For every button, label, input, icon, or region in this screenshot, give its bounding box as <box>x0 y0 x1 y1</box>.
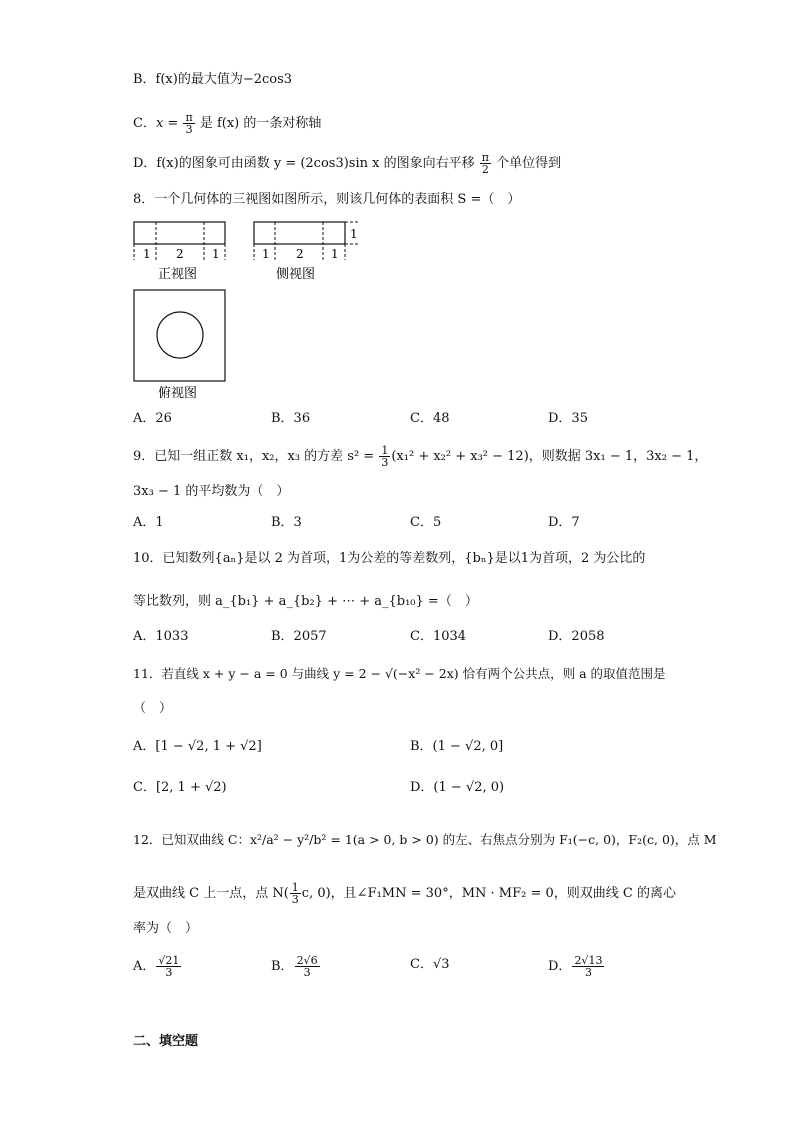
q12-option-a[interactable] <box>133 955 182 978</box>
q10-stem-line2: 等比数列，则 a_{b₁} + a_{b₂} + ⋯ + a_{b₁₀} =（ ） <box>133 594 478 609</box>
frac-numerator: 1 <box>381 444 389 457</box>
q11-option-a[interactable]: A．[1 − √2, 1 + √2] <box>133 739 262 754</box>
frac-numerator: √21 <box>158 954 180 967</box>
frac-numerator: π <box>481 151 489 164</box>
side-dim-2: 2 <box>296 247 304 261</box>
frac-denominator: 3 <box>291 893 299 906</box>
q9-option-a[interactable]: A．1 <box>133 515 164 530</box>
option-label: B． <box>271 959 294 974</box>
q12-fraction <box>290 882 301 905</box>
top-view-square <box>134 290 225 381</box>
q7-option-c <box>133 112 321 135</box>
q11-option-d[interactable]: D．(1 − √2, 0) <box>410 780 505 795</box>
q11-stem-line1: 11．若直线 x + y − a = 0 与曲线 y = 2 − √(−x² − 2x) 恰有两个公共点，则 a 的取值范围是 <box>133 666 666 681</box>
option-fraction <box>156 955 181 978</box>
q10-option-b[interactable]: B．2057 <box>271 629 327 644</box>
q9-stem-a: 9．已知一组正数 x₁，x₂，x₃ 的方差 s² = <box>133 449 375 464</box>
front-view-rect <box>134 222 225 244</box>
frac-numerator: 2√13 <box>574 954 603 967</box>
top-view-circle <box>157 312 203 358</box>
q7-option-c-fraction <box>183 112 194 135</box>
front-view-label: 正视图 <box>158 267 198 282</box>
q10-option-d[interactable]: D．2058 <box>548 629 605 644</box>
option-label: D． <box>548 959 572 974</box>
q11-option-b[interactable]: B．(1 − √2, 0] <box>410 739 504 754</box>
option-fraction <box>572 955 604 978</box>
q8-option-b[interactable]: B．36 <box>271 411 311 426</box>
q7-option-d <box>133 152 561 175</box>
q7-option-d-fraction <box>480 152 491 175</box>
frac-denominator: 3 <box>185 123 193 136</box>
q9-stem-line1 <box>133 445 707 468</box>
top-view-label: 俯视图 <box>158 386 198 401</box>
q12-stem-line3: 率为（ ） <box>133 921 199 936</box>
option-value: √3 <box>432 957 450 972</box>
q12-option-d[interactable] <box>548 955 605 978</box>
q12-stem-line2 <box>133 882 676 905</box>
frac-numerator: 1 <box>291 881 299 894</box>
frac-denominator: 3 <box>381 456 389 469</box>
q7-option-d-pre: D．f(x)的图象可由函数 y = (2cos3)sin x 的图象向右平移 <box>133 156 475 171</box>
q7-option-d-post: 个单位得到 <box>496 156 562 171</box>
front-dim-2: 2 <box>176 247 184 261</box>
frac-denominator: 2 <box>481 163 489 176</box>
q8-stem: 8．一个几何体的三视图如图所示，则该几何体的表面积 S =（ ） <box>133 192 521 207</box>
q11-option-c[interactable]: C．[2, 1 + √2) <box>133 780 227 795</box>
section-heading-fill-in: 二、填空题 <box>133 1034 199 1049</box>
q8-option-a[interactable]: A．26 <box>133 411 172 426</box>
q9-option-d[interactable]: D．7 <box>548 515 580 530</box>
q12-option-b[interactable] <box>271 955 321 978</box>
q7-option-c-post: 是 f(x) 的一条对称轴 <box>199 116 322 131</box>
front-dim-3: 1 <box>212 247 220 261</box>
side-view-rect <box>254 222 345 244</box>
frac-denominator: 3 <box>303 966 311 979</box>
frac-denominator: 3 <box>165 966 173 979</box>
q12-stem-line1: 12．已知双曲线 C：x²/a² − y²/b² = 1(a > 0, b > 0) 的左、右焦点分别为 F₁(−c, 0)，F₂(c, 0)，点 M <box>133 832 717 847</box>
q9-fraction <box>379 445 390 468</box>
side-dim-1: 1 <box>262 247 270 261</box>
front-dim-1: 1 <box>143 247 151 261</box>
frac-numerator: 2√6 <box>296 954 318 967</box>
side-dim-3: 1 <box>331 247 339 261</box>
frac-denominator: 3 <box>584 966 592 979</box>
q8-option-d[interactable]: D．35 <box>548 411 588 426</box>
option-label: A． <box>133 959 156 974</box>
option-label: C． <box>410 957 433 972</box>
q7-option-c-pre: x = <box>155 116 179 131</box>
q12-option-c[interactable] <box>410 955 450 975</box>
side-view-label: 侧视图 <box>276 267 316 282</box>
q9-stem-b: (x₁² + x₂² + x₃² − 12)，则数据 3x₁ − 1，3x₂ − 1， <box>391 449 708 464</box>
q12-stem-b-post: c, 0)，且∠F₁MN = 30°，MN · MF₂ = 0，则双曲线 C 的离心 <box>301 886 676 901</box>
q9-stem-line2: 3x₃ − 1 的平均数为（ ） <box>133 484 290 499</box>
q8-option-c[interactable]: C．48 <box>410 411 450 426</box>
frac-numerator: π <box>185 111 193 124</box>
q10-option-a[interactable]: A．1033 <box>133 629 189 644</box>
q9-option-c[interactable]: C．5 <box>410 515 442 530</box>
q10-option-c[interactable]: C．1034 <box>410 629 467 644</box>
side-height-dim: 1 <box>350 227 358 241</box>
q11-stem-line2: （ ） <box>133 701 173 716</box>
q8-three-views-figure <box>128 218 368 408</box>
q7-option-c-label: C． <box>133 116 156 131</box>
q10-stem-line1: 10．已知数列{aₙ}是以 2 为首项，1为公差的等差数列，{bₙ}是以1为首项，2 为公比的 <box>133 551 646 566</box>
q9-option-b[interactable]: B．3 <box>271 515 302 530</box>
q12-stem-b-pre: 是双曲线 C 上一点，点 N( <box>133 886 289 901</box>
q7-option-b: B．f(x)的最大值为−2cos3 <box>133 72 293 87</box>
option-fraction <box>295 955 320 978</box>
